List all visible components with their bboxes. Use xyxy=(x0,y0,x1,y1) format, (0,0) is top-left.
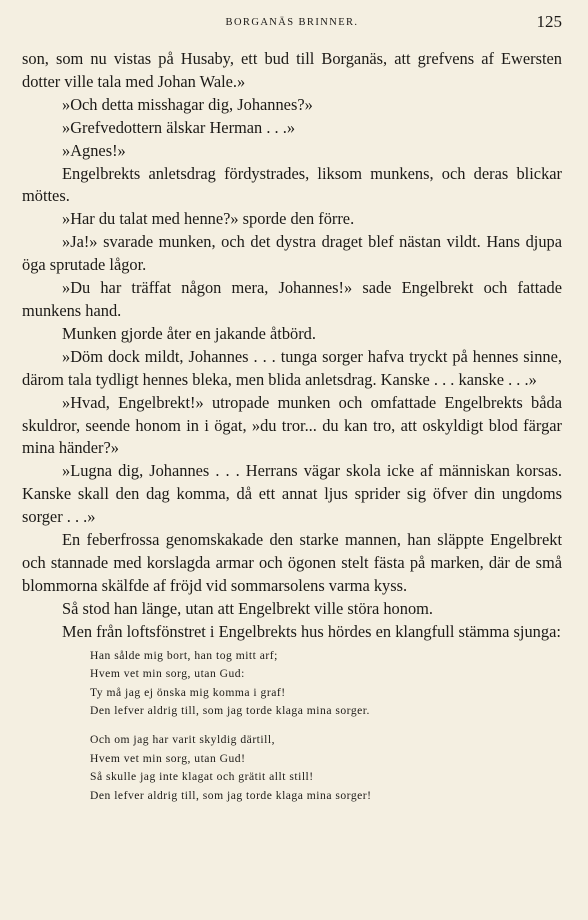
paragraph: Munken gjorde åter en jakande åtbörd. xyxy=(62,323,316,343)
paragraph: Engelbrekts anletsdrag fördystrades, liksom munkens, och deras blickar möttes. xyxy=(22,163,562,206)
verse-line: Och om jag har varit skyldig därtill, xyxy=(90,732,275,746)
running-title: BORGANÄS BRINNER. xyxy=(225,17,359,28)
paragraph: »Lugna dig, Johannes . . . Herrans vägar skola icke af människan korsas. Kanske skall den dag komma, då ett annat ljus sprider sig öfver din ungdoms sorger . . .» xyxy=(22,461,562,527)
page-header xyxy=(22,12,562,36)
paragraph: »Döm dock mildt, Johannes . . . tunga sorger hafva tryckt på hennes sinne, därom tala tydligt hennes bleka, men blida anletsdrag. Kanske . . . kanske . . .» xyxy=(22,346,562,389)
paragraph: son, som nu vistas på Husaby, ett bud till Borganäs, att grefvens af Ewersten dotter ville tala med Johan Wale.» xyxy=(22,49,562,91)
stanza xyxy=(90,647,562,721)
paragraph: »Agnes!» xyxy=(62,140,126,160)
verse-line: Hvem vet min sorg, utan Gud: xyxy=(90,667,245,681)
paragraph: »Ja!» svarade munken, och det dystra draget blef nästan vildt. Hans djupa öga sprutade lågor. xyxy=(22,232,562,275)
body-text xyxy=(22,48,562,805)
song-verse xyxy=(90,647,562,806)
prose xyxy=(22,48,562,644)
stanza xyxy=(90,731,562,805)
paragraph: Men från loftsfönstret i Engelbrekts hus hördes en klangfull stämma sjunga: xyxy=(62,621,561,641)
verse-line: Hvem vet min sorg, utan Gud! xyxy=(90,751,246,765)
verse-line: Den lefver aldrig till, som jag torde klaga mina sorger! xyxy=(90,788,372,802)
paragraph: »Och detta misshagar dig, Johannes?» xyxy=(62,94,313,114)
paragraph: »Hvad, Engelbrekt!» utropade munken och omfattade Engelbrekts båda skuldror, seende honom in i ögat, »du tror... du kan tro, att oskyldigt blod färgar mina händer?» xyxy=(22,392,562,458)
paragraph: »Grefvedottern älskar Herman . . .» xyxy=(62,117,296,137)
verse-line: Så skulle jag inte klagat och grätit allt still! xyxy=(90,770,314,784)
verse-line: Den lefver aldrig till, som jag torde klaga mina sorger. xyxy=(90,704,370,718)
paragraph: »Du har träffat någon mera, Johannes!» sade Engelbrekt och fattade munkens hand. xyxy=(22,278,562,320)
paragraph: Så stod han länge, utan att Engelbrekt ville störa honom. xyxy=(62,598,433,618)
paragraph: En feberfrossa genomskakade den starke mannen, han släppte Engelbrekt och stannade med korslagda armar och ögonen stelt fästa på marken, där de små blommorna skälfde af fröjd vid sommarsolens varma kyss. xyxy=(22,530,562,595)
paragraph: »Har du talat med henne?» sporde den förre. xyxy=(62,209,355,229)
verse-line: Ty må jag ej önska mig komma i graf! xyxy=(90,685,286,699)
page-number: 125 xyxy=(536,12,562,31)
verse-line: Han sålde mig bort, han tog mitt arf; xyxy=(90,648,278,662)
